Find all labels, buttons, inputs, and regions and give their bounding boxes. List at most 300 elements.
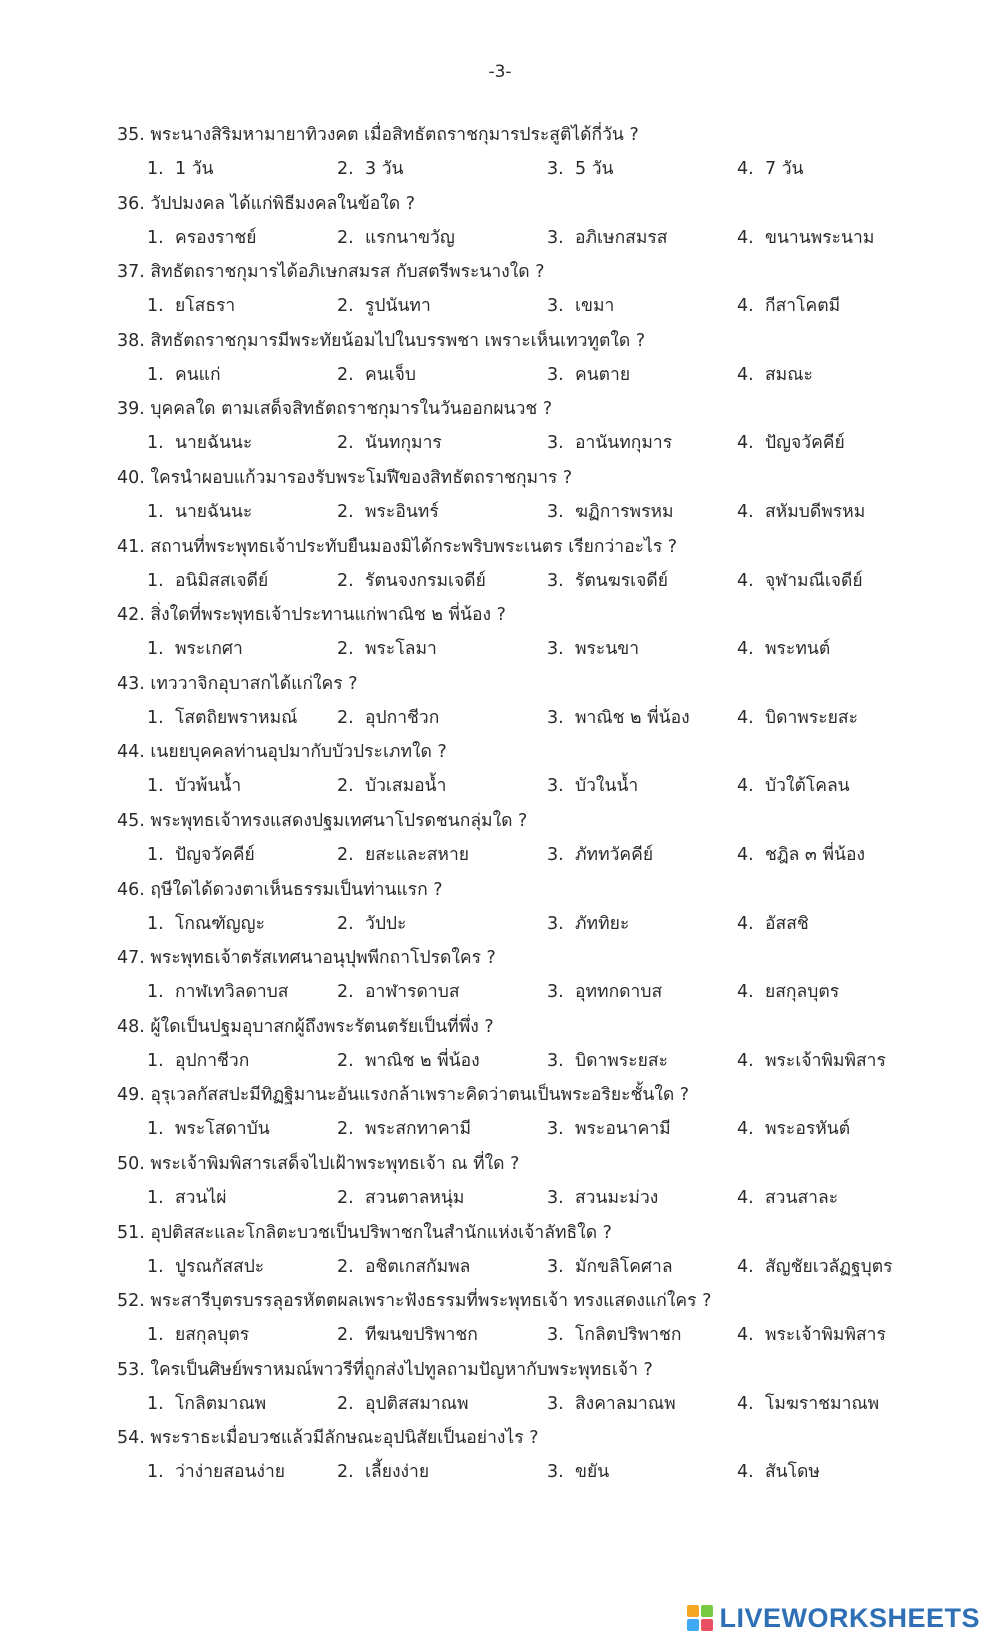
option-number: 4.	[737, 1325, 754, 1346]
option-number: 1.	[147, 707, 164, 728]
answer-option[interactable]	[547, 1044, 668, 1078]
answer-options	[117, 1181, 977, 1215]
option-text: อุปกาชีวก	[175, 1050, 250, 1071]
option-number: 2.	[337, 227, 354, 248]
option-number: 3.	[547, 1325, 564, 1346]
answer-option[interactable]	[147, 1044, 249, 1078]
answer-option[interactable]	[547, 1112, 671, 1146]
option-number: 3.	[547, 1050, 564, 1071]
option-text: 3 วัน	[365, 159, 404, 179]
question-item	[117, 1147, 977, 1216]
option-text: สันโดษ	[765, 1462, 820, 1483]
answer-options	[117, 975, 977, 1009]
answer-option[interactable]	[547, 152, 614, 186]
answer-option[interactable]	[547, 1181, 658, 1215]
option-text: อุปกาชีวก	[365, 707, 440, 728]
question-text: 49. อุรุเวลกัสสปะมีทิฏฐิมานะอันแรงกล้าเพราะคิดว่าตนเป็นพระอริยะชั้นใด ?	[117, 1085, 690, 1106]
option-number: 1.	[147, 913, 164, 934]
answer-option[interactable]	[547, 701, 690, 735]
question-text: 50. พระเจ้าพิมพิสารเสด็จไปเฝ้าพระพุทธเจ้า ณ ที่ใด ?	[117, 1153, 520, 1174]
option-number: 4.	[737, 913, 754, 934]
question-item	[117, 392, 977, 461]
answer-option[interactable]	[337, 975, 460, 1009]
option-number: 3.	[547, 1393, 564, 1414]
answer-options	[117, 1044, 977, 1078]
option-number: 3.	[547, 913, 564, 934]
answer-options	[117, 426, 977, 460]
option-text: นันทกุมาร	[365, 433, 442, 454]
option-text: สหัมบดีพรหม	[765, 501, 866, 522]
question-item	[117, 461, 977, 530]
option-number: 4.	[737, 227, 754, 248]
answer-option[interactable]	[147, 838, 255, 872]
option-text: จุฬามณีเจดีย์	[765, 570, 863, 591]
question-text: 52. พระสารีบุตรบรรลุอรหัตตผลเพราะฟังธรรมที่พระพุทธเจ้า ทรงแสดงแก่ใคร ?	[117, 1291, 712, 1312]
option-text: พาณิช ๒ พี่น้อง	[365, 1050, 480, 1071]
question-item	[117, 530, 977, 599]
option-text: ยสกุลบุตร	[765, 982, 840, 1003]
answer-options	[117, 152, 977, 186]
answer-options	[117, 221, 977, 255]
option-number: 4.	[737, 570, 754, 591]
option-number: 2.	[337, 570, 354, 591]
option-number: 1.	[147, 227, 164, 248]
option-number: 1.	[147, 1325, 164, 1346]
option-text: พาณิช ๒ พี่น้อง	[575, 707, 690, 728]
option-text: สวนสาละ	[765, 1187, 839, 1208]
option-number: 2.	[337, 776, 354, 797]
option-text: ว่าง่ายสอนง่าย	[175, 1462, 286, 1483]
answer-option[interactable]	[337, 495, 439, 529]
option-number: 3.	[547, 1187, 564, 1208]
question-text: 51. อุปติสสะและโกลิตะบวชเป็นปริพาชกในสำนักแห่งเจ้าลัทธิใด ?	[117, 1222, 612, 1243]
option-text: ปัญจวัคคีย์	[765, 433, 845, 454]
answer-options	[117, 632, 977, 666]
option-number: 1.	[147, 1256, 164, 1277]
answer-option[interactable]	[337, 358, 416, 392]
option-number: 1.	[147, 296, 164, 317]
answer-option[interactable]	[737, 1387, 879, 1421]
answer-option[interactable]	[737, 221, 874, 255]
answer-option[interactable]	[147, 1387, 266, 1421]
option-number: 2.	[337, 159, 354, 179]
option-text: พระสกทาคามี	[365, 1119, 472, 1140]
option-number: 3.	[547, 296, 564, 317]
answer-option[interactable]	[337, 632, 437, 666]
answer-option[interactable]	[547, 769, 638, 803]
option-number: 3.	[547, 982, 564, 1003]
option-number: 2.	[337, 707, 354, 728]
answer-option[interactable]	[337, 769, 446, 803]
answer-option[interactable]	[547, 426, 672, 460]
option-number: 1.	[147, 501, 164, 522]
option-text: ยโสธรา	[175, 296, 236, 317]
answer-option[interactable]	[337, 1318, 478, 1352]
answer-option[interactable]	[147, 1250, 264, 1284]
option-number: 2.	[337, 1393, 354, 1414]
answer-option[interactable]	[547, 1318, 681, 1352]
option-text: พระอินทร์	[365, 501, 439, 522]
question-item	[117, 735, 977, 804]
question-item	[117, 1010, 977, 1079]
answer-option[interactable]	[147, 1455, 285, 1489]
answer-option[interactable]	[737, 1181, 838, 1215]
question-text: 37. สิทธัตถราชกุมารได้อภิเษกสมรส กับสตรีพระนางใด ?	[117, 262, 545, 283]
option-text: สัญชัยเวลัฏฐบุตร	[765, 1256, 893, 1277]
answer-option[interactable]	[147, 1112, 270, 1146]
answer-option[interactable]	[337, 564, 486, 598]
option-number: 4.	[737, 1050, 754, 1071]
option-number: 3.	[547, 570, 564, 591]
answer-option[interactable]	[547, 975, 662, 1009]
answer-option[interactable]	[337, 838, 469, 872]
option-text: บิดาพระยสะ	[575, 1050, 668, 1071]
answer-option[interactable]	[547, 838, 653, 872]
option-number: 3.	[547, 639, 564, 660]
option-number: 2.	[337, 1050, 354, 1071]
answer-option[interactable]	[147, 221, 257, 255]
answer-options	[117, 907, 977, 941]
question-item	[117, 804, 977, 873]
option-number: 3.	[547, 159, 564, 179]
option-number: 2.	[337, 433, 354, 454]
question-text: 54. พระราธะเมื่อบวชแล้วมีลักษณะอุปนิสัยเป็นอย่างไร ?	[117, 1428, 539, 1449]
option-number: 2.	[337, 844, 354, 865]
option-number: 1.	[147, 433, 164, 454]
option-text: ชฎิล ๓ พี่น้อง	[765, 844, 865, 865]
liveworksheets-logo-icon	[687, 1605, 713, 1631]
answer-option[interactable]	[737, 1044, 886, 1078]
option-text: บัวในน้ำ	[575, 776, 639, 797]
answer-option[interactable]	[147, 975, 288, 1009]
answer-option[interactable]	[337, 289, 431, 323]
option-text: สิงคาลมาณพ	[575, 1393, 676, 1414]
question-text: 39. บุคคลใด ตามเสด็จสิทธัตถราชกุมารในวันออกผนวช ?	[117, 399, 553, 420]
option-text: ฆฏิการพรหม	[575, 501, 674, 522]
question-text: 38. สิทธัตถราชกุมารมีพระทัยน้อมไปในบรรพชา เพราะเห็นเทวทูตใด ?	[117, 330, 646, 351]
option-number: 1.	[147, 776, 164, 797]
question-text: 40. ใครนำผอบแก้วมารองรับพระโมฬีของสิทธัตถราชกุมาร ?	[117, 467, 573, 488]
option-number: 2.	[337, 982, 354, 1003]
option-number: 1.	[147, 364, 164, 385]
option-text: กาฬเทวิลดาบส	[175, 982, 289, 1003]
answer-option[interactable]	[337, 701, 439, 735]
question-text: 42. สิ่งใดที่พระพุทธเจ้าประทานแก่พาณิช ๒ พี่น้อง ?	[117, 605, 506, 626]
answer-option[interactable]	[737, 769, 850, 803]
option-number: 4.	[737, 982, 754, 1003]
option-number: 3.	[547, 776, 564, 797]
answer-option[interactable]	[737, 495, 865, 529]
option-number: 1.	[147, 1393, 164, 1414]
answer-option[interactable]	[737, 1318, 886, 1352]
answer-option[interactable]	[737, 1455, 820, 1489]
option-text: 5 วัน	[575, 159, 614, 179]
question-item	[117, 324, 977, 393]
answer-options	[117, 838, 977, 872]
option-text: อชิตเกสกัมพล	[365, 1256, 471, 1277]
question-text: 45. พระพุทธเจ้าทรงแสดงปฐมเทศนาโปรดชนกลุ่มใด ?	[117, 810, 528, 831]
question-item	[117, 1284, 977, 1353]
answer-option[interactable]	[147, 152, 214, 186]
option-text: ขยัน	[575, 1462, 610, 1483]
answer-option[interactable]	[547, 358, 630, 392]
answer-option[interactable]	[337, 1112, 471, 1146]
answer-option[interactable]	[147, 289, 235, 323]
option-number: 1.	[147, 844, 164, 865]
question-item	[117, 1216, 977, 1285]
answer-options	[117, 1387, 977, 1421]
option-text: นายฉันนะ	[175, 433, 253, 454]
page-number: -3-	[488, 62, 512, 82]
option-text: ภัททวัคคีย์	[575, 844, 654, 865]
option-text: เลี้ยงง่าย	[365, 1462, 430, 1483]
answer-option[interactable]	[547, 495, 674, 529]
answer-option[interactable]	[737, 632, 830, 666]
option-number: 2.	[337, 1187, 354, 1208]
option-text: เขมา	[575, 296, 615, 317]
option-number: 3.	[547, 1119, 564, 1140]
option-number: 1.	[147, 159, 164, 179]
answer-option[interactable]	[147, 907, 265, 941]
option-number: 2.	[337, 1256, 354, 1277]
option-number: 3.	[547, 501, 564, 522]
option-number: 3.	[547, 844, 564, 865]
answer-option[interactable]	[737, 289, 840, 323]
option-text: อานันทกุมาร	[575, 433, 673, 454]
option-number: 4.	[737, 707, 754, 728]
answer-option[interactable]	[737, 358, 813, 392]
option-text: คนแก่	[175, 364, 221, 385]
option-number: 1.	[147, 570, 164, 591]
option-text: พระโลมา	[365, 639, 437, 660]
option-text: พระโสดาบัน	[175, 1119, 270, 1140]
option-text: สวนไผ่	[175, 1187, 227, 1208]
answer-option[interactable]	[147, 1318, 249, 1352]
option-number: 4.	[737, 1256, 754, 1277]
answer-option[interactable]	[147, 632, 243, 666]
option-number: 4.	[737, 1393, 754, 1414]
option-text: พระเจ้าพิมพิสาร	[765, 1325, 886, 1346]
question-text: 44. เนยยบุคคลท่านอุปมากับบัวประเภทใด ?	[117, 742, 447, 763]
option-text: คนตาย	[575, 364, 631, 385]
option-text: มักขลิโคศาล	[575, 1256, 673, 1277]
option-text: โกลิตมาณพ	[175, 1393, 267, 1414]
option-text: พระอนาคามี	[575, 1119, 671, 1140]
question-item	[117, 598, 977, 667]
liveworksheets-logo[interactable]	[687, 1603, 980, 1633]
option-text: พระเกศา	[175, 639, 243, 660]
option-number: 4.	[737, 844, 754, 865]
question-text: 35. พระนางสิริมหามายาทิวงคต เมื่อสิทธัตถราชกุมารประสูติได้กี่วัน ?	[117, 125, 639, 145]
option-text: รัตนฆรเจดีย์	[575, 570, 668, 591]
option-number: 2.	[337, 1325, 354, 1346]
question-item	[117, 187, 977, 256]
option-number: 4.	[737, 776, 754, 797]
option-number: 1.	[147, 982, 164, 1003]
answer-options	[117, 701, 977, 735]
option-number: 1.	[147, 639, 164, 660]
option-text: พระนขา	[575, 639, 640, 660]
option-text: วัปปะ	[365, 913, 407, 934]
option-number: 4.	[737, 639, 754, 660]
question-item	[117, 118, 977, 187]
answer-option[interactable]	[737, 1112, 850, 1146]
answer-option[interactable]	[737, 975, 839, 1009]
option-number: 2.	[337, 296, 354, 317]
option-number: 1.	[147, 1119, 164, 1140]
answer-option[interactable]	[547, 1455, 609, 1489]
option-text: บิดาพระยสะ	[765, 707, 858, 728]
answer-option[interactable]	[337, 1455, 429, 1489]
question-item	[117, 1421, 977, 1490]
answer-option[interactable]	[547, 221, 667, 255]
answer-option[interactable]	[547, 289, 614, 323]
option-number: 4.	[737, 1119, 754, 1140]
option-number: 3.	[547, 707, 564, 728]
question-text: 47. พระพุทธเจ้าตรัสเทศนาอนุปุพพีกถาโปรดใคร ?	[117, 948, 496, 969]
option-text: โมฆราชมาณพ	[765, 1393, 880, 1414]
option-number: 1.	[147, 1187, 164, 1208]
option-text: พระอรหันต์	[765, 1119, 851, 1140]
option-number: 2.	[337, 639, 354, 660]
option-text: สวนมะม่วง	[575, 1187, 659, 1208]
question-item	[117, 255, 977, 324]
option-text: นายฉันนะ	[175, 501, 253, 522]
question-text: 48. ผู้ใดเป็นปฐมอุบาสกผู้ถึงพระรัตนตรัยเป็นที่พึ่ง ?	[117, 1016, 494, 1037]
answer-options	[117, 1318, 977, 1352]
option-number: 4.	[737, 296, 754, 317]
option-number: 3.	[547, 1462, 564, 1483]
answer-options	[117, 1455, 977, 1489]
question-item	[117, 1353, 977, 1422]
question-item	[117, 873, 977, 942]
option-number: 3.	[547, 433, 564, 454]
question-item	[117, 1078, 977, 1147]
question-text: 36. วัปปมงคล ได้แก่พิธีมงคลในข้อใด ?	[117, 193, 416, 214]
answer-option[interactable]	[337, 1044, 480, 1078]
answer-options	[117, 495, 977, 529]
answer-option[interactable]	[147, 1181, 227, 1215]
answer-option[interactable]	[737, 907, 809, 941]
answer-option[interactable]	[147, 426, 252, 460]
option-number: 4.	[737, 433, 754, 454]
logo-text: LIVEWORKSHEETS	[719, 1602, 980, 1633]
option-text: โกณฑัญญะ	[175, 913, 265, 934]
option-number: 3.	[547, 1256, 564, 1277]
answer-options	[117, 1112, 977, 1146]
option-number: 4.	[737, 364, 754, 385]
option-number: 2.	[337, 1119, 354, 1140]
option-number: 3.	[547, 364, 564, 385]
option-text: โกลิตปริพาชก	[575, 1325, 682, 1346]
answer-option[interactable]	[547, 564, 668, 598]
answer-option[interactable]	[737, 426, 845, 460]
answer-options	[117, 769, 977, 803]
answer-option[interactable]	[147, 358, 221, 392]
question-text: 46. ฤษีใดได้ดวงตาเห็นธรรมเป็นท่านแรก ?	[117, 879, 443, 900]
option-number: 2.	[337, 913, 354, 934]
option-text: กีสาโคตมี	[765, 296, 841, 317]
answer-option[interactable]	[737, 152, 804, 186]
option-text: ทีฆนขปริพาชก	[365, 1325, 478, 1346]
option-number: 2.	[337, 501, 354, 522]
answer-option[interactable]	[547, 1250, 673, 1284]
answer-option[interactable]	[147, 495, 252, 529]
option-text: แรกนาขวัญ	[365, 227, 455, 248]
option-text: สมณะ	[765, 364, 813, 385]
question-item	[117, 941, 977, 1010]
option-text: อาฬารดาบส	[365, 982, 460, 1003]
option-number: 4.	[737, 1187, 754, 1208]
option-text: บัวเสมอน้ำ	[365, 776, 447, 797]
answer-option[interactable]	[337, 1181, 464, 1215]
option-number: 4.	[737, 501, 754, 522]
answer-option[interactable]	[337, 1250, 470, 1284]
answer-option[interactable]	[547, 1387, 676, 1421]
option-number: 1.	[147, 1462, 164, 1483]
answer-option[interactable]	[737, 838, 865, 872]
option-text: รัตนจงกรมเจดีย์	[365, 570, 486, 591]
answer-option[interactable]	[147, 769, 241, 803]
option-text: อุปติสสมาณพ	[365, 1393, 469, 1414]
answer-option[interactable]	[547, 632, 639, 666]
option-text: อัสสชิ	[765, 913, 809, 934]
option-text: โสตถิยพราหมณ์	[175, 707, 298, 728]
question-list	[117, 118, 977, 1490]
answer-option[interactable]	[547, 907, 629, 941]
answer-option[interactable]	[737, 701, 858, 735]
answer-option[interactable]	[737, 1250, 893, 1284]
option-text: 7 วัน	[765, 159, 804, 179]
option-text: ขนานพระนาม	[765, 227, 875, 248]
option-text: อภิเษกสมรส	[575, 227, 668, 248]
option-text: พระเจ้าพิมพิสาร	[765, 1050, 886, 1071]
answer-option[interactable]	[337, 221, 455, 255]
answer-option[interactable]	[337, 907, 406, 941]
answer-options	[117, 289, 977, 323]
answer-option[interactable]	[337, 426, 442, 460]
answer-option[interactable]	[337, 152, 404, 186]
option-number: 2.	[337, 364, 354, 385]
option-text: ปูรณกัสสปะ	[175, 1256, 265, 1277]
option-text: บัวพ้นน้ำ	[175, 776, 242, 797]
option-text: คนเจ็บ	[365, 364, 417, 385]
option-text: อนิมิสสเจดีย์	[175, 570, 269, 591]
question-text: 53. ใครเป็นศิษย์พราหมณ์พาวรีที่ถูกส่งไปทูลถามปัญหากับพระพุทธเจ้า ?	[117, 1359, 653, 1380]
option-text: สวนตาลหนุ่ม	[365, 1187, 465, 1208]
option-text: 1 วัน	[175, 159, 214, 179]
option-number: 4.	[737, 159, 754, 179]
answer-option[interactable]	[737, 564, 863, 598]
option-text: ครองราชย์	[175, 227, 257, 248]
option-text: บัวใต้โคลน	[765, 776, 850, 797]
option-text: ยสกุลบุตร	[175, 1325, 250, 1346]
option-text: ปัญจวัคคีย์	[175, 844, 255, 865]
question-text: 41. สถานที่พระพุทธเจ้าประทับยืนมองมิได้กระพริบพระเนตร เรียกว่าอะไร ?	[117, 536, 678, 557]
answer-options	[117, 564, 977, 598]
option-text: รูปนันทา	[365, 296, 431, 317]
answer-options	[117, 1250, 977, 1284]
question-item	[117, 667, 977, 736]
answer-option[interactable]	[337, 1387, 468, 1421]
option-text: ภัททิยะ	[575, 913, 630, 934]
option-text: อุททกดาบส	[575, 982, 663, 1003]
option-text: พระทนต์	[765, 639, 831, 660]
answer-option[interactable]	[147, 701, 297, 735]
answer-option[interactable]	[147, 564, 268, 598]
question-text: 43. เทววาจิกอุบาสกได้แก่ใคร ?	[117, 673, 358, 694]
option-number: 1.	[147, 1050, 164, 1071]
